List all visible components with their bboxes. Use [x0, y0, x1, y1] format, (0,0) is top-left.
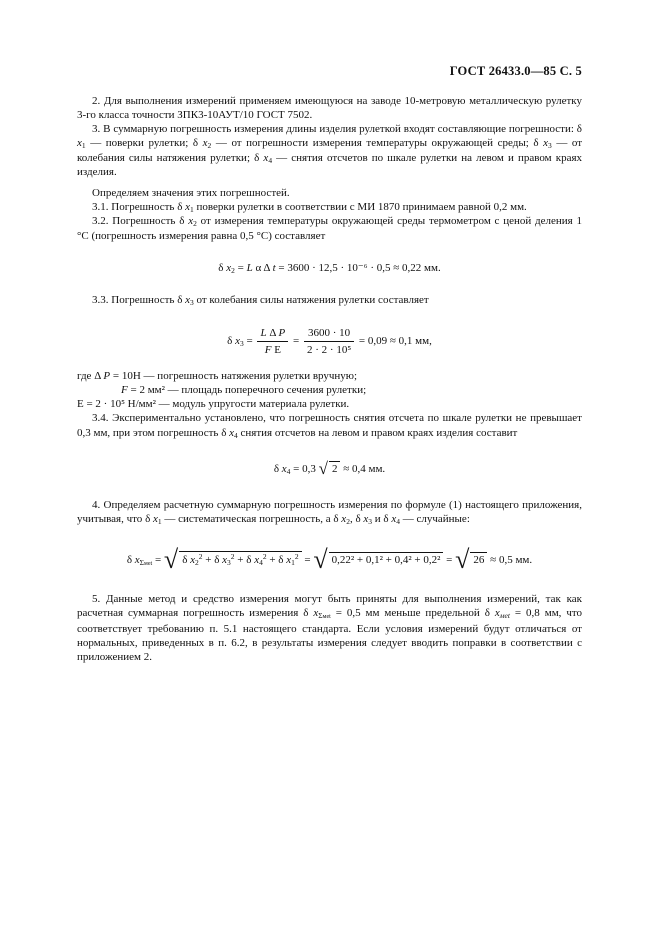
formula-1: δ $x_2 = L$ α Δ t = 3600 · 12,5 · 10⁻⁶ · 0,5 ≈ 0,22 мм.: [218, 261, 441, 275]
paragraph-2: 2. Для выполнения измерений применяем имеющуюся на заводе 10-метровую металлическую рулетку 3-го класса точности ЗПК3-10АУТ/10 ГОСТ 7502.: [77, 95, 582, 122]
formula-3: δ $x_4 = 0,3$ √ 2 ≈ 0,4 мм.: [273, 459, 386, 479]
paragraph-3: 3. В суммарную погрешность измерения длины изделия рулеткой входят составляющие погрешности: δ $x_1$ — поверки рулетки; δ $x_2$ — от погрешности измерения температуры окружающей среды; δ $x_3$ — от колебания силы натяжения рулетки; δ $x_4$ — снятия отсчетов по шкале рулетки на левом и правом краях изделия.: [77, 123, 583, 179]
document-body: [77, 94, 582, 664]
formula-4: δ $x_{\Sigma меt}$ = √ δ $x_2^2 + \delta$ $x_3^2 + \delta$ $x_4^2 + \delta$ $x_1^2$ = √ 0,22² + 0,1² + 0,4² + 0,2² = √ 26 ≈ 0,5 мм.: [126, 544, 533, 574]
paragraph-3-3: 3.3. Погрешность δ $x_3$ от колебания силы натяжения рулетки составляет: [92, 294, 429, 308]
paragraph-3-1: 3.1. Погрешность δ $x_1$ поверки рулетки в соответствии с МИ 1870 принимаем равной 0,2 мм.: [92, 200, 527, 214]
paragraph-determine: Определяем значения этих погрешностей.: [92, 186, 290, 199]
paragraph-5: 5. Данные метод и средство измерения могут быть приняты для выполнения измерений, так как расчетная суммарная погрешность измерения δ $x_{\Sigma меt} = 0,5$ мм меньше предельной δ $x_{меt} = 0,8$ мм, что соответствует требованию п. 5.1 настоящего стандарта. Если условия измерений будут отличаться от нормальных, приведенных в п. 6.2, в результаты измерения следует вводить поправки в соответствии с приложением 2.: [77, 592, 583, 663]
where-list: [77, 369, 582, 411]
paragraph-3-4: 3.4. Экспериментально установлено, что погрешность снятия отсчета по шкале рулетки не превышает 0,3 мм, при этом погрешность δ $x_4$ снятия отсчетов на левом и правом краях изделия составит: [77, 412, 582, 440]
formula-2: δ $x_3$ = $\frac{\text{L Δ P}}{\text{F Е}}$ = $\frac{3600 \cdot 10}{\text{2 · 2 · 10⁵}}$ = 0,09 ≈ 0,1 мм,: [227, 327, 432, 357]
paragraph-4: 4. Определяем расчетную суммарную погрешность измерения по формуле (1) настоящего приложения, учитывая, что δ $x_1$ — систематическая погрешность, а δ $x_2$, δ $x_3$ и δ $x_4$ — случайные:: [77, 498, 582, 526]
paragraph-3-2: 3.2. Погрешность δ $x_2$ от измерения температуры окружающей среды термометром с ценой деления 1 °С (погрешность измерения равна 0,5 °С) составляет: [77, 215, 582, 242]
fraction-values: $\frac{3600 \cdot 10}{\text{2 · 2 · 10⁵}}$: [304, 326, 354, 357]
where-item-2: F = 2 мм² — площадь поперечного сечения рулетки;: [121, 384, 367, 397]
where-item-3: Е = 2 · 10⁵ Н/мм² — модуль упругости материала рулетки.: [77, 398, 350, 411]
where-item-1: где Δ P = 10Н — погрешность натяжения рулетки вручную;: [77, 370, 358, 383]
fraction-lp-fe: $\frac{\text{L Δ P}}{\text{F Е}}$: [257, 326, 288, 357]
page-header: ГОСТ 26433.0—85 С. 5: [449, 64, 582, 78]
